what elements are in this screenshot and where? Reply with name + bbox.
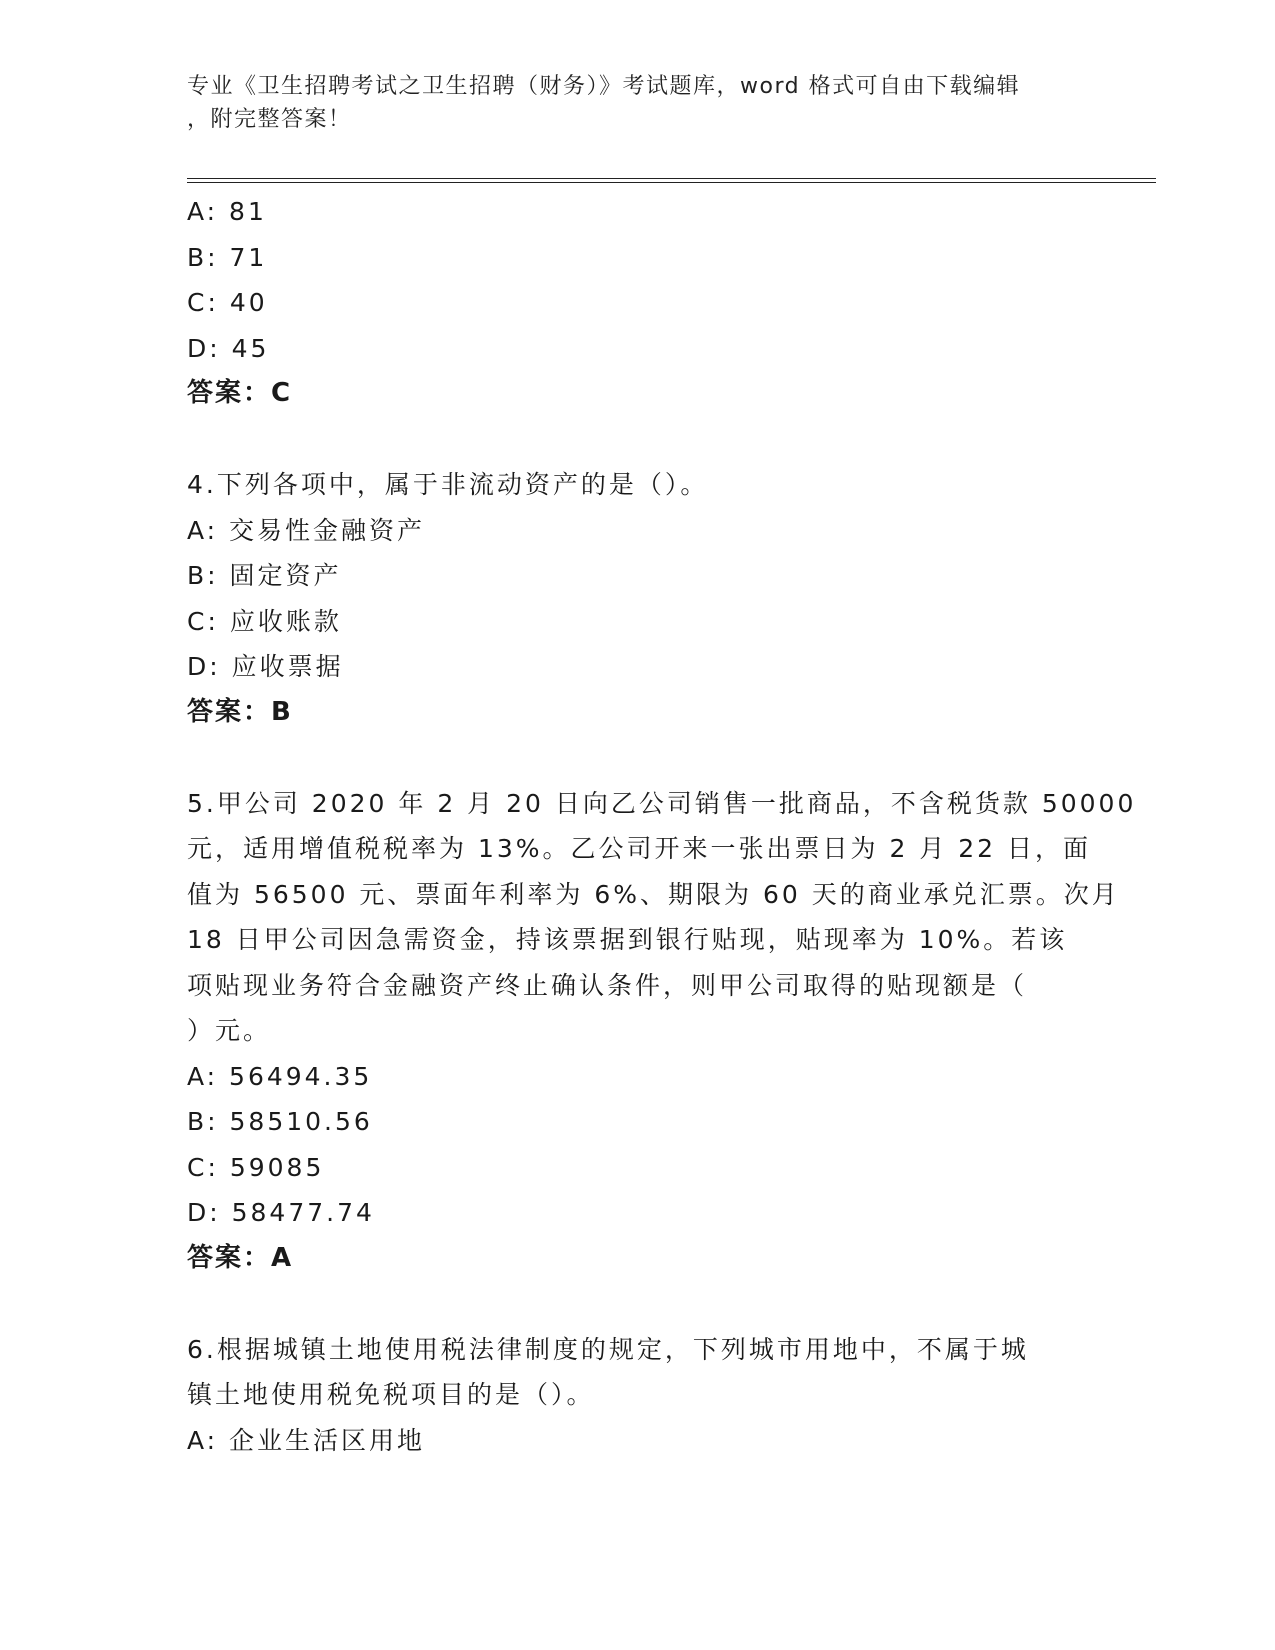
question-6 bbox=[187, 1327, 1087, 1464]
answer: 答案：C bbox=[187, 378, 293, 408]
header-line-2: ，附完整答案！ bbox=[187, 107, 352, 132]
option-c: C: 应收账款 bbox=[187, 606, 342, 636]
answer: 答案：A bbox=[187, 1242, 294, 1273]
option-a: A: 企业生活区用地 bbox=[187, 1425, 426, 1455]
question-stem-line: 元，适用增值税税率为 13%。乙公司开来一张出票日为 2 月 22 日，面 bbox=[187, 834, 1092, 863]
option-d: D: 58477.74 bbox=[187, 1198, 375, 1227]
question-3 bbox=[187, 189, 1087, 417]
question-stem-line: 5.甲公司 2020 年 2 月 20 日向乙公司销售一批商品，不含税货款 50000 bbox=[187, 788, 1137, 818]
question-stem-line: 值为 56500 元、票面年利率为 6%、期限为 60 天的商业承兑汇票。次月 bbox=[187, 879, 1120, 909]
header-line-1: 专业《卫生招聘考试之卫生招聘（财务）》考试题库，word 格式可自由下载编辑 bbox=[187, 74, 1021, 99]
question-list bbox=[187, 189, 1137, 1463]
question-stem-line: 项贴现业务符合金融资产终止确认条件，则甲公司取得的贴现额是（ bbox=[187, 970, 1028, 1000]
spacer bbox=[187, 417, 1087, 463]
option-a: A: 交易性金融资产 bbox=[187, 515, 426, 545]
question-stem: 4.下列各项中，属于非流动资产的是（）。 bbox=[187, 470, 709, 499]
question-stem-line: 镇土地使用税免税项目的是（）。 bbox=[187, 1380, 595, 1409]
question-stem-line: ）元。 bbox=[187, 1016, 272, 1045]
option-b: B: 71 bbox=[187, 242, 268, 272]
spacer bbox=[187, 735, 1087, 781]
option-a: A: 56494.35 bbox=[187, 1061, 373, 1091]
option-d: D: 应收票据 bbox=[187, 652, 344, 681]
header-divider-top bbox=[187, 178, 1156, 179]
spacer bbox=[187, 1281, 1087, 1327]
option-b: B: 固定资产 bbox=[187, 561, 342, 590]
option-a: A: 81 bbox=[187, 197, 267, 226]
question-stem-line: 18 日甲公司因急需资金，持该票据到银行贴现，贴现率为 10%。若该 bbox=[187, 925, 1068, 954]
question-stem-line: 6.根据城镇土地使用税法律制度的规定，下列城市用地中，不属于城 bbox=[187, 1334, 1029, 1364]
document-header bbox=[187, 70, 1067, 136]
header-divider-bottom bbox=[187, 182, 1156, 183]
question-4 bbox=[187, 462, 1087, 735]
option-b: B: 58510.56 bbox=[187, 1107, 373, 1136]
question-5 bbox=[187, 781, 1137, 1282]
answer: 答案：B bbox=[187, 696, 293, 727]
option-d: D: 45 bbox=[187, 333, 270, 363]
option-c: C: 59085 bbox=[187, 1152, 325, 1182]
option-c: C: 40 bbox=[187, 288, 268, 317]
